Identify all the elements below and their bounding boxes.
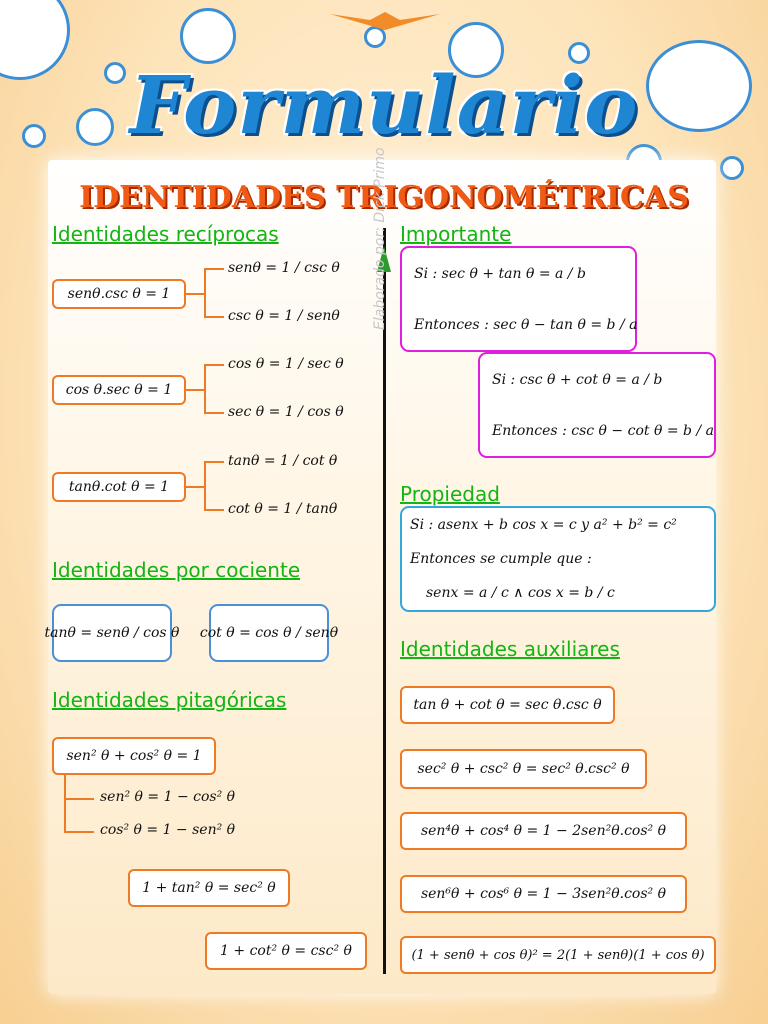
formula-text: Si : sec θ + tan θ = a / b: [414, 265, 586, 282]
heading-cociente: Identidades por cociente: [52, 558, 301, 582]
formula-text: 1 + cot² θ = csc² θ: [220, 943, 352, 959]
formula-text: cos θ = 1 / sec θ: [228, 356, 344, 372]
bracket-line: [186, 389, 206, 391]
heading-propiedad: Propiedad: [400, 482, 500, 506]
formula-text: senθ = 1 / csc θ: [228, 260, 340, 276]
formula-text: sec θ = 1 / cos θ: [228, 404, 344, 420]
heading-reciprocas: Identidades recíprocas: [52, 222, 279, 246]
bracket-line: [64, 831, 94, 833]
bracket-line: [204, 412, 224, 414]
heading-pitagoricas: Identidades pitagóricas: [52, 688, 287, 712]
formula-box: [199, 604, 339, 662]
bracket-line: [204, 364, 224, 366]
formula-box: [52, 737, 216, 775]
heading-auxiliares: Identidades auxiliares: [400, 637, 620, 661]
formula-box: [400, 749, 647, 789]
formula-text: tanθ.cot θ = 1: [68, 479, 170, 495]
formula-box: [52, 375, 186, 405]
bracket-line: [204, 364, 206, 414]
formula-box: [400, 875, 687, 913]
author-credit: Elaborado por: Dick Primo: [372, 147, 388, 330]
formula-text: sen⁴θ + cos⁴ θ = 1 − 2sen²θ.cos² θ: [420, 823, 667, 839]
bracket-line: [204, 509, 224, 511]
bracket-line: [186, 293, 206, 295]
formula-box: [400, 506, 716, 612]
formula-text: cos θ.sec θ = 1: [65, 382, 173, 398]
formula-text: sen² θ = 1 − cos² θ: [100, 789, 236, 805]
bracket-line: [204, 461, 224, 463]
formula-box: [52, 279, 186, 309]
bracket-line: [204, 268, 206, 318]
formula-text: tanθ = 1 / cot θ: [228, 453, 338, 469]
formula-text: cot θ = 1 / tanθ: [228, 501, 338, 517]
formula-text: sen² θ + cos² θ = 1: [66, 748, 202, 764]
formula-text: sec² θ + csc² θ = sec² θ.csc² θ: [417, 761, 630, 777]
formula-text: sen⁶θ + cos⁶ θ = 1 − 3sen²θ.cos² θ: [420, 886, 667, 902]
formula-text: tan θ + cot θ = sec θ.csc θ: [413, 697, 602, 713]
formula-text: Entonces : csc θ − cot θ = b / a: [492, 422, 714, 439]
formula-box: [400, 812, 687, 850]
formula-text: csc θ = 1 / senθ: [228, 308, 340, 324]
ornament-icon: [330, 8, 440, 36]
formula-box: [400, 686, 615, 724]
formula-box: [478, 352, 716, 458]
bracket-line: [204, 316, 224, 318]
formula-text: Si : csc θ + cot θ = a / b: [492, 371, 663, 388]
bracket-line: [204, 461, 206, 511]
page-title: Formulario: [129, 58, 639, 152]
formula-box: [205, 932, 367, 970]
bracket-line: [64, 775, 66, 832]
formula-box: [400, 246, 637, 352]
page-subtitle: IDENTIDADES TRIGONOMÉTRICAS: [79, 180, 689, 215]
formula-text: tanθ = senθ / cos θ: [44, 625, 180, 641]
heading-importante: Importante: [400, 222, 512, 246]
bubble-decoration: [720, 156, 744, 180]
formula-text: cos² θ = 1 − sen² θ: [100, 822, 236, 838]
formula-box: [52, 472, 186, 502]
formula-text: Entonces se cumple que :: [410, 551, 592, 567]
formula-text: 1 + tan² θ = sec² θ: [142, 880, 276, 896]
formula-text: senθ.csc θ = 1: [67, 286, 171, 302]
bracket-line: [64, 798, 94, 800]
bubble-decoration: [180, 8, 236, 64]
formula-box: [128, 869, 290, 907]
bracket-line: [204, 268, 224, 270]
bracket-line: [186, 486, 206, 488]
column-divider: [383, 228, 386, 974]
formula-text: Si : asenx + b cos x = c y a² + b² = c²: [410, 517, 677, 533]
formula-text: cot θ = cos θ / senθ: [199, 625, 339, 641]
formula-text: Entonces : sec θ − tan θ = b / a: [414, 316, 638, 333]
formula-box: [400, 936, 716, 974]
formula-text: senx = a / c ∧ cos x = b / c: [426, 585, 615, 601]
formula-text: (1 + senθ + cos θ)² = 2(1 + senθ)(1 + cos θ): [411, 947, 705, 963]
formula-box: [44, 604, 180, 662]
